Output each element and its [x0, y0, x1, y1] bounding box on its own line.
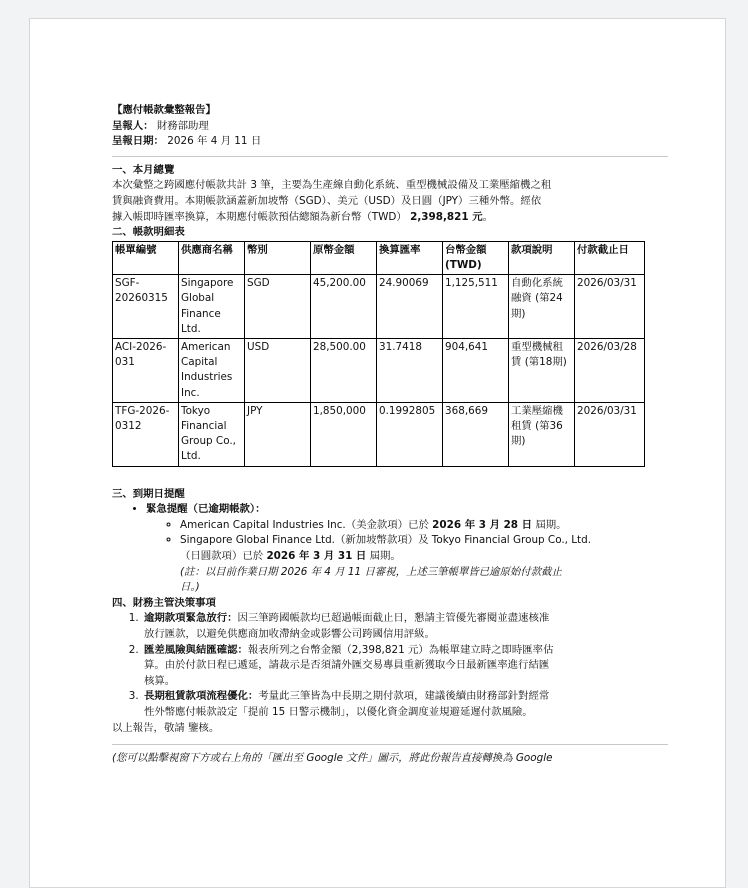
decision-text: 性外幣應付帳款設定「提前 15 日警示機制」，以優化資金調度並規避延遲付款風險。 — [144, 705, 533, 718]
due-item-2-line-1: ◦ Singapore Global Finance Ltd.（新加坡幣款項）及 Tokyo Financial Group Co., Ltd. — [180, 534, 592, 547]
table-cell: 2026/03/31 — [575, 402, 645, 466]
table-cell: 工業壓縮機租賃 (第36期) — [509, 402, 575, 466]
reporter-value: 財務部助理 — [153, 119, 209, 132]
table-cell: American Capital Industries Inc. — [179, 338, 245, 402]
table-cell: 自動化系統融資 (第24期) — [509, 275, 575, 339]
decisions-list — [112, 611, 668, 720]
decision-text: 算。由於付款日程已遞延，請裁示是否須請外匯交易專員重新獲取今日最新匯率進行結匯 — [144, 659, 550, 672]
decision-title: 長期租賃款項流程優化： — [144, 690, 259, 703]
table-header-row — [113, 241, 645, 274]
table-cell: USD — [245, 338, 311, 402]
table-cell: Tokyo Financial Group Co., Ltd. — [179, 402, 245, 466]
report-title: 【應付帳款彙整報告】 — [112, 104, 216, 116]
decision-text: 放行匯款，以避免供應商加收滯納金或影響公司跨國信用評級。 — [144, 627, 435, 640]
details-heading: 二、帳款明細表 — [112, 226, 185, 239]
list-item — [142, 643, 668, 690]
table-row — [113, 275, 645, 339]
due-heading: 三、到期日提醒 — [112, 487, 185, 500]
table-cell: SGF-20260315 — [113, 275, 179, 339]
date-value: 2026 年 4 月 11 日 — [163, 135, 262, 148]
due-list — [112, 502, 668, 564]
table-row — [113, 402, 645, 466]
overview-text-2: 賃與融資費用。本期帳款涵蓋新加坡幣（SGD）、美元（USD）及日圓（JPY）三種外幣。經依 — [112, 194, 542, 207]
table-cell: 0.1992805 — [377, 402, 443, 466]
table-cell: ACI-2026-031 — [113, 338, 179, 402]
decision-title: 匯差風險與結匯確認： — [144, 643, 248, 656]
overview-text-3-pre: 據入帳即時匯率換算，本期應付帳款預估總額為新台幣（TWD） — [112, 210, 411, 223]
list-item — [142, 611, 668, 642]
column-header: 付款截止日 — [575, 241, 645, 274]
due-item-2-pre: （日圓款項）已於 — [180, 549, 267, 562]
decisions-heading: 四、財務主管決策事項 — [112, 596, 216, 609]
date-line — [112, 134, 668, 150]
table-cell: 1,850,000 — [311, 402, 377, 466]
table-cell: TFG-2026-0312 — [113, 402, 179, 466]
column-header: 帳單編號 — [113, 241, 179, 274]
closing-text: 以上報告，敬請 鑒核。 — [112, 721, 220, 734]
overview-heading: 一、本月總覽 — [112, 163, 175, 176]
decision-text: 報表所列之台幣金額（2,398,821 元）為帳單建立時之即時匯率估 — [247, 643, 554, 656]
decision-text: 考量此三筆皆為中長期之期付款項，建議後續由財務部針對經常 — [258, 690, 550, 703]
column-header: 供應商名稱 — [179, 241, 245, 274]
decision-text: 核算。 — [144, 674, 176, 687]
payables-table — [112, 241, 645, 467]
table-cell: 重型機械租賃 (第18期) — [509, 338, 575, 402]
column-header: 台幣金額 (TWD) — [443, 241, 509, 274]
table-cell: 2026/03/28 — [575, 338, 645, 402]
table-cell: JPY — [245, 402, 311, 466]
due-item-1-date: 2026 年 3 月 28 日 — [432, 518, 533, 531]
table-cell: 31.7418 — [377, 338, 443, 402]
table-cell: 24.90069 — [377, 275, 443, 339]
divider — [112, 156, 668, 157]
due-item-2-line-2 — [180, 549, 668, 565]
table-cell: 28,500.00 — [311, 338, 377, 402]
table-cell: Singapore Global Finance Ltd. — [179, 275, 245, 339]
overview-text-3 — [112, 210, 668, 226]
due-note-line-1: (註：以目前作業日期 2026 年 4 月 11 日審視，上述三筆帳單皆已逾原始付款截止 — [180, 565, 562, 578]
urgent-reminder: 緊急提醒（已逾期帳款）： — [146, 503, 266, 516]
table-cell: SGD — [245, 275, 311, 339]
list-item — [142, 689, 668, 720]
document-page — [29, 18, 726, 888]
decision-title: 逾期款項緊急放行： — [144, 612, 238, 625]
table-row — [113, 338, 645, 402]
column-header: 原幣金額 — [311, 241, 377, 274]
due-item-1-post: 屆期。 — [532, 518, 567, 531]
date-label: 呈報日期： — [112, 135, 164, 148]
column-header: 換算匯率 — [377, 241, 443, 274]
decision-text: 因三筆跨國帳款均已超過帳面截止日，懇請主管優先審閱並盡速核准 — [237, 612, 550, 625]
overview-text-3-post: 。 — [482, 210, 493, 223]
list-item — [146, 502, 668, 564]
report-content — [112, 103, 668, 767]
reporter-line — [112, 119, 668, 135]
due-item-2-post: 屆期。 — [366, 549, 401, 562]
due-note-line-2: 日。) — [180, 581, 200, 594]
list-item — [180, 533, 668, 564]
due-sublist — [146, 518, 668, 565]
column-header: 款項說明 — [509, 241, 575, 274]
table-cell: 368,669 — [443, 402, 509, 466]
column-header: 幣別 — [245, 241, 311, 274]
reporter-label: 呈報人： — [112, 119, 154, 132]
footer-note: (您可以點擊視窗下方或右上角的「匯出至 Google 文件」圖示，將此份報告直接轉換為 Google — [112, 752, 553, 765]
table-cell: 1,125,511 — [443, 275, 509, 339]
divider — [112, 744, 668, 745]
overview-text-1: 本次彙整之跨國應付帳款共計 3 筆，主要為生產線自動化系統、重型機械設備及工業壓縮機之租 — [112, 179, 552, 192]
due-item-1-pre: American Capital Industries Inc.（美金款項）已於 — [180, 518, 433, 531]
table-cell: 45,200.00 — [311, 275, 377, 339]
list-item — [180, 518, 668, 534]
table-cell: 904,641 — [443, 338, 509, 402]
table-cell: 2026/03/31 — [575, 275, 645, 339]
due-item-2-date: 2026 年 3 月 31 日 — [266, 549, 367, 562]
overview-total: 2,398,821 元 — [410, 210, 483, 223]
